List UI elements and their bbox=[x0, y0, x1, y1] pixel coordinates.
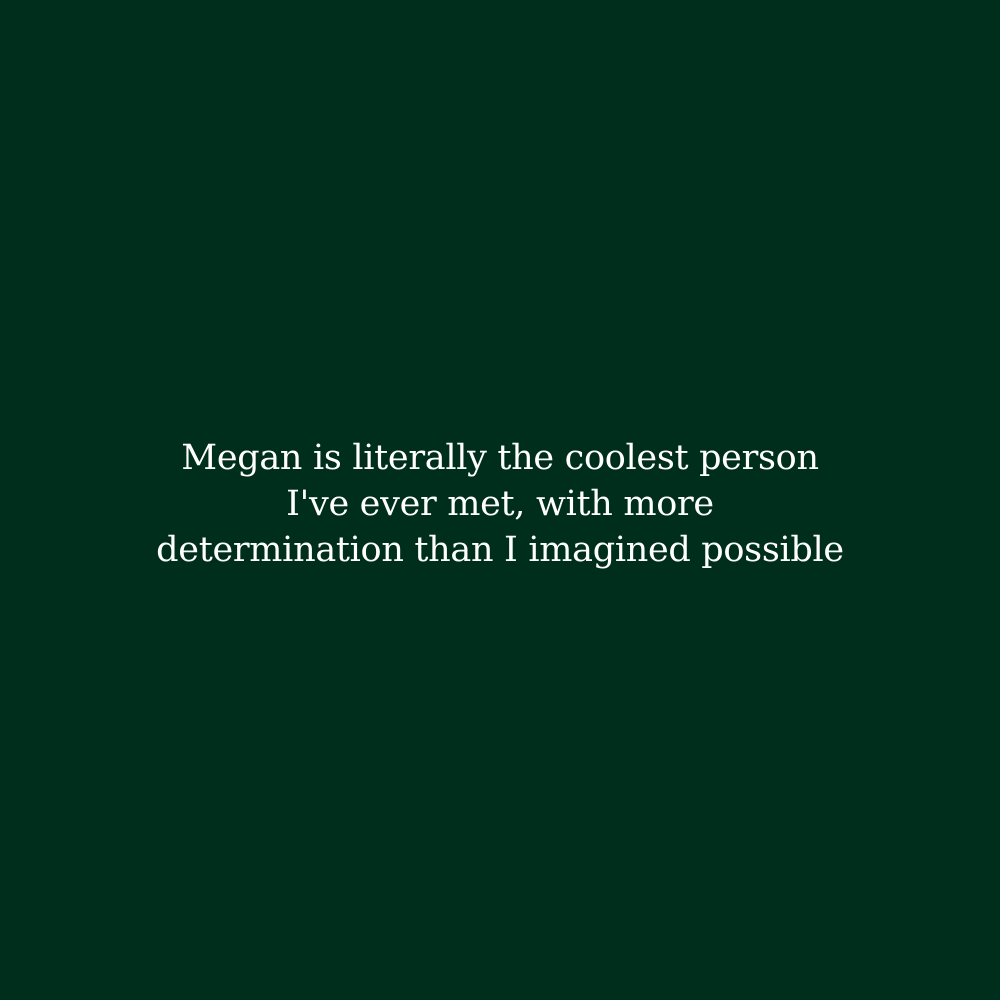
quote-line-3: determination than I imagined possible bbox=[156, 530, 844, 570]
quote-text bbox=[90, 435, 910, 573]
quote-line-1: Megan is literally the coolest person bbox=[181, 438, 819, 478]
quote-line-2: I've ever met, with more bbox=[286, 484, 714, 524]
